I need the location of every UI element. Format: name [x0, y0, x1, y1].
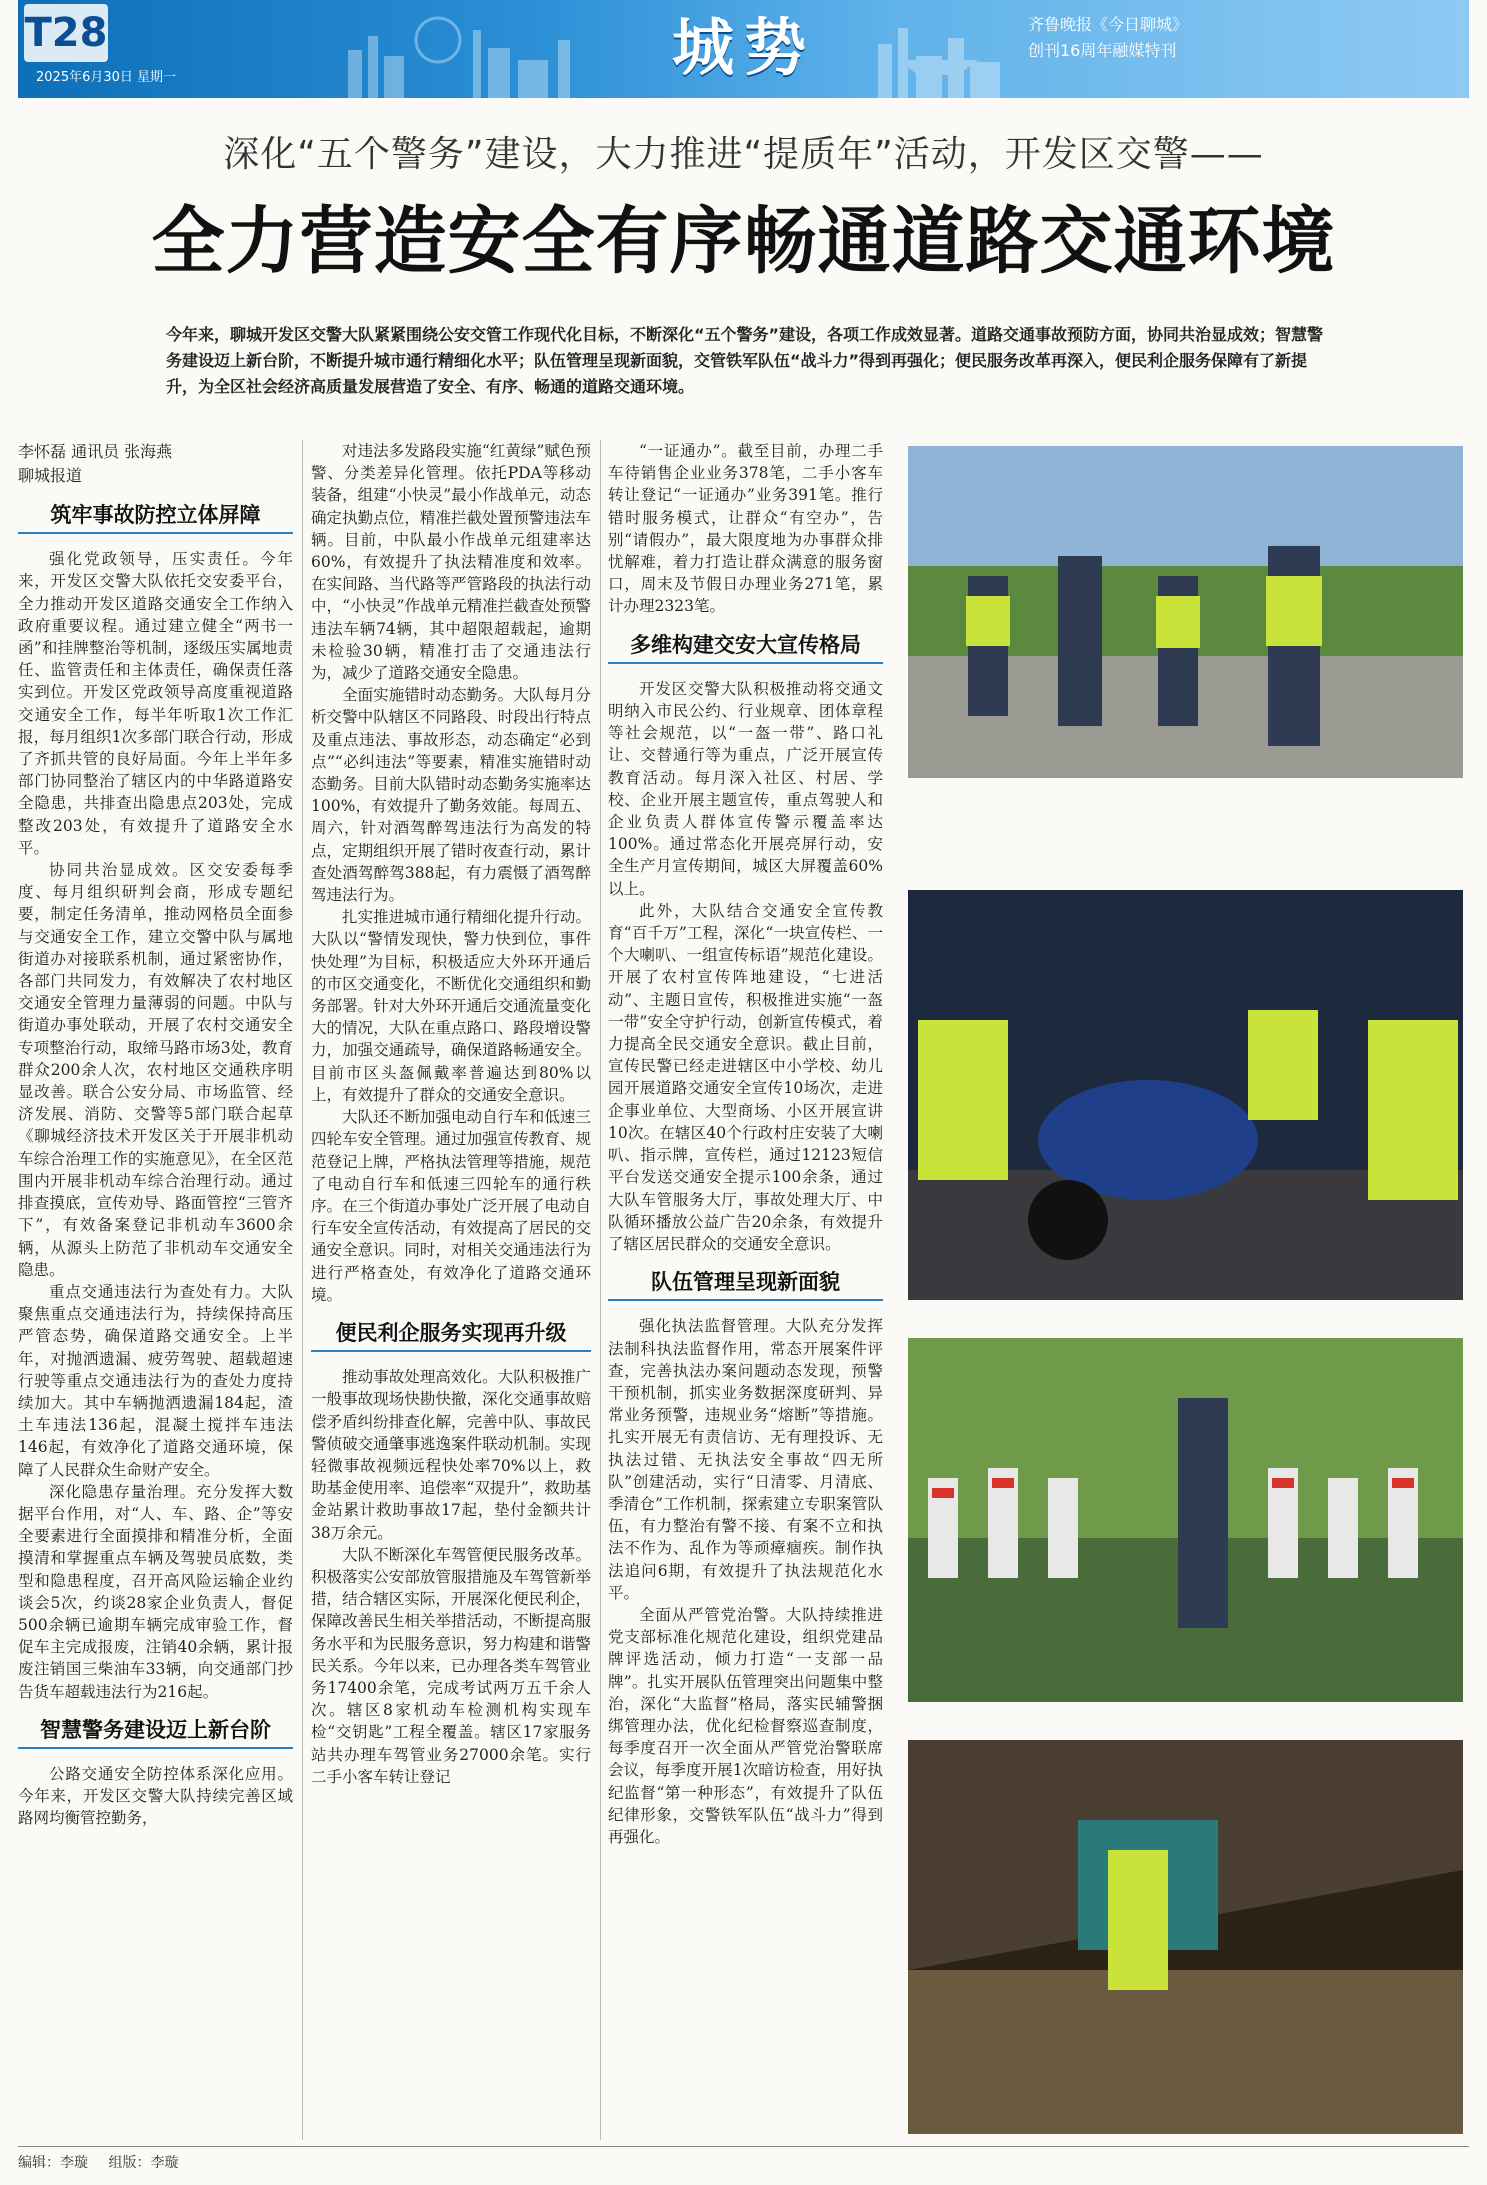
photo-school-traffic-lesson: [908, 1338, 1463, 1702]
photo-officers-roadside: [908, 446, 1463, 778]
paragraph: 协同共治显成效。区交安委每季度、每月组织研判会商，形成专题纪要，制定任务清单，推动网格员全面参与交通安全工作，建立交警中队与属地街道办对接联系机制，通过紧密协作，各部门共同发力，有效解决了农村地区交通安全管理力量薄弱的问题。中队与街道办事处联动，开展了农村交通安全专项整治行动，取缔马路市场3处，教育群众200余人次，农村地区交通秩序明显改善。联合公安分局、市场监管、经济发展、消防、交警等5部门联合起草《聊城经济技术开发区关于开展非机动车综合治理工作的实施意见》，在全区范围内开展非机动车综合治理行动。通过排查摸底，宣传劝导、路面管控“三管齐下”，有效备案登记非机动车3600余辆，从源头上防范了非机动车交通安全隐患。: [18, 861, 293, 1279]
paragraph: 大队还不断加强电动自行车和低速三四轮车安全管理。通过加强宣传教育、规范登记上牌，严格执法管理等措施，规范了电动自行车和低速三四轮车的通行秩序。在三个街道办事处广泛开展了电动自行车安全宣传活动，有效提高了居民的交通安全意识。同时，对相关交通违法行为进行严格查处，有效净化了道路交通环境。: [311, 1108, 591, 1304]
photo-flooded-underpass: [908, 1740, 1463, 2134]
column-divider: [600, 440, 601, 2140]
paragraph: 强化执法监督管理。大队充分发挥法制科执法监督作用，常态开展案件评查，完善执法办案问题动态发现，预警干预机制，抓实业务数据深度研判、异常业务预警，违规业务“熔断”等措施。扎实开展无有责信访、无有理投诉、无执法过错、无执法安全事故“四无所队”创建活动，实行“日清零、月清底、季清仓”工作机制，探索建立专职案管队伍，有力整治有警不接、有案不立和执法不作为、乱作为等顽瘴痼疾。制作执法追问6期，有效提升了执法规范化水平。: [608, 1317, 883, 1602]
main-headline: 全力营造安全有序畅通道路交通环境: [151, 198, 1336, 284]
headline-kicker: 深化“五个警务”建设，大力推进“提质年”活动，开发区交警——: [223, 134, 1264, 175]
subheading-accident-prevention: 筑牢事故防控立体屏障: [18, 504, 293, 534]
photo-night-motorcycle-inspection: [908, 890, 1463, 1300]
editor-credit: 编辑：李璇: [18, 2155, 88, 2171]
section-banner: [18, 0, 1469, 98]
section-title: 城势: [671, 11, 816, 84]
layout-credit: 组版：李璇: [108, 2155, 179, 2171]
subheading-convenience-services: 便民利企服务实现再升级: [311, 1322, 591, 1352]
page-footer: [18, 2152, 194, 2172]
paragraph: 全面实施错时动态勤务。大队每月分析交警中队辖区不同路段、时段出行特点及重点违法、事故形态，动态确定“必到点”“必纠违法”等要素，精准实施错时动态勤务。目前大队错时动态勤务实施率达100%，有效提升了勤务效能。每周五、周六，针对酒驾醉驾违法行为高发的特点，定期组织开展了错时夜查行动，累计查处酒驾醉驾388起，有力震慑了酒驾醉驾违法行为。: [311, 686, 591, 905]
paragraph: 对违法多发路段实施“红黄绿”赋色预警、分类差异化管理。依托PDA等移动装备，组建“小快灵”最小作战单元，动态确定执勤点位，精准拦截处置预警违法车辆。目前，中队最小作战单元组建率达60%，有效提升了执法精准度和效率。在实间路、当代路等严管路段的执法行动中，“小快灵”作战单元精准拦截查处预警违法车辆74辆，其中超限超载起，逾期未检验30辆，精准打击了交通违法行为，减少了道路交通安全隐患。: [311, 442, 591, 683]
brand-block: [1028, 12, 1428, 64]
paragraph: 深化隐患存量治理。充分发挥大数据平台作用，对“人、车、路、企”等安全要素进行全面摸排和精准分析，全面摸清和掌握重点车辆及驾驶员底数，类型和隐患程度，召开高风险运输企业约谈会5次，约谈28家企业负责人，督促500余辆已逾期车辆完成审验工作，督促车主完成报废，注销40余辆，累计报废注销国三柴油车33辆，向交通部门抄告货车超载违法行为216起。: [18, 1482, 293, 1701]
footer-rule: [18, 2146, 1469, 2147]
byline-authors: 李怀磊 通讯员 张海燕: [18, 442, 173, 461]
article-column-1: [18, 440, 293, 2145]
subheading-publicity: 多维构建交安大宣传格局: [608, 634, 883, 664]
article-column-3: [608, 440, 883, 2145]
paragraph: 扎实推进城市通行精细化提升行动。大队以“警情发现快，警力快到位，事件快处理”为目标，积极适应大外环开通后的市区交通变化，不断优化交通组织和勤务部署。针对大外环开通后交通流量变化大的情况，大队在重点路口、路段增设警力，加强交通疏导，确保道路畅通安全。目前市区头盔佩戴率普遍达到80%以上，有效提升了群众的交通安全意识。: [311, 908, 591, 1104]
paragraph: 强化党政领导，压实责任。今年来，开发区交警大队依托交安委平台，全力推动开发区道路交通安全工作纳入政府重要议程。通过建立健全“两书一函”和挂牌整治等机制，逐级压实属地责任、监管责任和主体责任，确保责任落实到位。开发区党政领导高度重视道路交通安全工作，每半年听取1次工作汇报，每月组织1次多部门联合行动，形成了齐抓共管的良好局面。今年上半年多部门协同整治了辖区内的中华路道路安全隐患，共排查出隐患点203处，完成整改203处，有效提升了道路安全水平。: [18, 550, 293, 857]
paragraph: 推动事故处理高效化。大队积极推广一般事故现场快勘快撤，深化交通事故赔偿矛盾纠纷排查化解，完善中队、事故民警侦破交通肇事逃逸案件联动机制。实现轻微事故视频远程快处率70%以上，救助基金使用率、追偿率“双提升”，救助基金站累计救助事故17起，垫付金额共计38万余元。: [311, 1368, 591, 1542]
issue-date: 2025年6月30日 星期一: [36, 70, 177, 85]
brand-line-2: 创刊16周年融媒特刊: [1028, 41, 1177, 60]
paragraph: 公路交通安全防控体系深化应用。今年来，开发区交警大队持续完善区域路网均衡管控勤务，: [18, 1764, 293, 1828]
lead-paragraph: 今年来，聊城开发区交警大队紧紧围绕公安交管工作现代化目标，不断深化“五个警务”建设，各项工作成效显著。道路交通事故预防方面，协同共治显成效；智慧警务建设迈上新台阶，不断提升城市通行精细化水平；队伍管理呈现新面貌，交管铁军队伍“战斗力”得到再强化；便民服务改革再深入，便民利企服务保障有了新提升，为全区社会经济高质量发展营造了安全、有序、畅通的道路交通环境。: [166, 325, 1324, 396]
subheading-smart-policing: 智慧警务建设迈上新台阶: [18, 1719, 293, 1749]
paragraph: 重点交通违法行为查处有力。大队聚焦重点交通违法行为，持续保持高压严管态势，确保道路交通安全。上半年，对抛洒遗漏、疲劳驾驶、超载超速行驶等重点交通违法行为的查处力度持续加大。其中车辆抛洒遗漏184起，渣土车违法136起，混凝土搅拌车违法146起，有效净化了道路交通环境，保障了人民群众生命财产安全。: [18, 1282, 293, 1479]
paragraph: “一证通办”。截至目前，办理二手车待销售企业业务378笔，二手小客车转让登记“一证通办”业务391笔。推行错时服务模式，让群众“有空办”，告别“请假办”，最大限度地为办事群众排忧解难，着力打造让群众满意的服务窗口，周末及节假日办理业务271笔，累计办理2323笔。: [608, 442, 883, 616]
paragraph: 开发区交警大队积极推动将交通文明纳入市民公约、行业规章、团体章程等社会规范，以“一盔一带”、路口礼让、交替通行等为重点，广泛开展宣传教育活动。每月深入社区、村居、学校、企业开展主题宣传，重点驾驶人和企业负责人群体宣传警示覆盖率达100%。通过常态化开展亮屏行动，安全生产月宣传期间，城区大屏覆盖60%以上。: [608, 679, 883, 898]
column-divider: [302, 440, 303, 2140]
paragraph: 此外，大队结合交通安全宣传教育“百千万”工程，深化“一块宣传栏、一个大喇叭、一组宣传标语”规范化建设。开展了农村宣传阵地建设，“七进活动”、主题日宣传，积极推进实施“一盔一带”安全守护行动，创新宣传模式，着力提高全民交通安全意识。截止目前，宣传民警已经走进辖区中小学校、幼儿园开展道路交通安全宣传10场次，走进企事业单位、大型商场、小区开展宣讲10次。在辖区40个行政村庄安装了大喇叭、指示牌，宣传栏，通过12123短信平台发送交通安全提示100余条，通过大队车管服务大厅，事故处理大厅、中队循环播放公益广告20余条，有效提升了辖区居民群众的交通安全意识。: [608, 901, 883, 1253]
brand-line-1: 齐鲁晚报《今日聊城》: [1028, 15, 1189, 34]
subheading-team-management: 队伍管理呈现新面貌: [608, 1271, 883, 1301]
article-column-2: [311, 440, 591, 2145]
paragraph: 大队不断深化车驾管便民服务改革。积极落实公安部放管服措施及车驾管新举措，结合辖区实际，开展深化便民利企，保障改善民生相关举措活动，不断提高服务水平和为民服务意识，努力构建和谐警民关系。今年以来，已办理各类车驾管业务17400余笔，完成考试两万五千余人次。辖区8家机动车检测机构实现车检“交钥匙”工程全覆盖。辖区17家服务站共办理车驾管业务27000余笔。实行二手小客车转让登记: [311, 1545, 591, 1786]
paragraph: 全面从严管党治警。大队持续推进党支部标准化规范化建设，组织党建品牌评选活动，倾力打造“一支部一品牌”。扎实开展队伍管理突出问题集中整治，深化“大监督”格局，落实民辅警捆绑管理办法，优化纪检督察巡查制度，每季度召开一次全面从严管党治警联席会议，每季度开展1次暗访检查，用好执纪监督“第一种形态”，有效提升了队伍纪律形象，交警铁军队伍“战斗力”得到再强化。: [608, 1605, 883, 1846]
page-number: T28: [24, 4, 108, 62]
byline-location: 聊城报道: [18, 466, 83, 485]
